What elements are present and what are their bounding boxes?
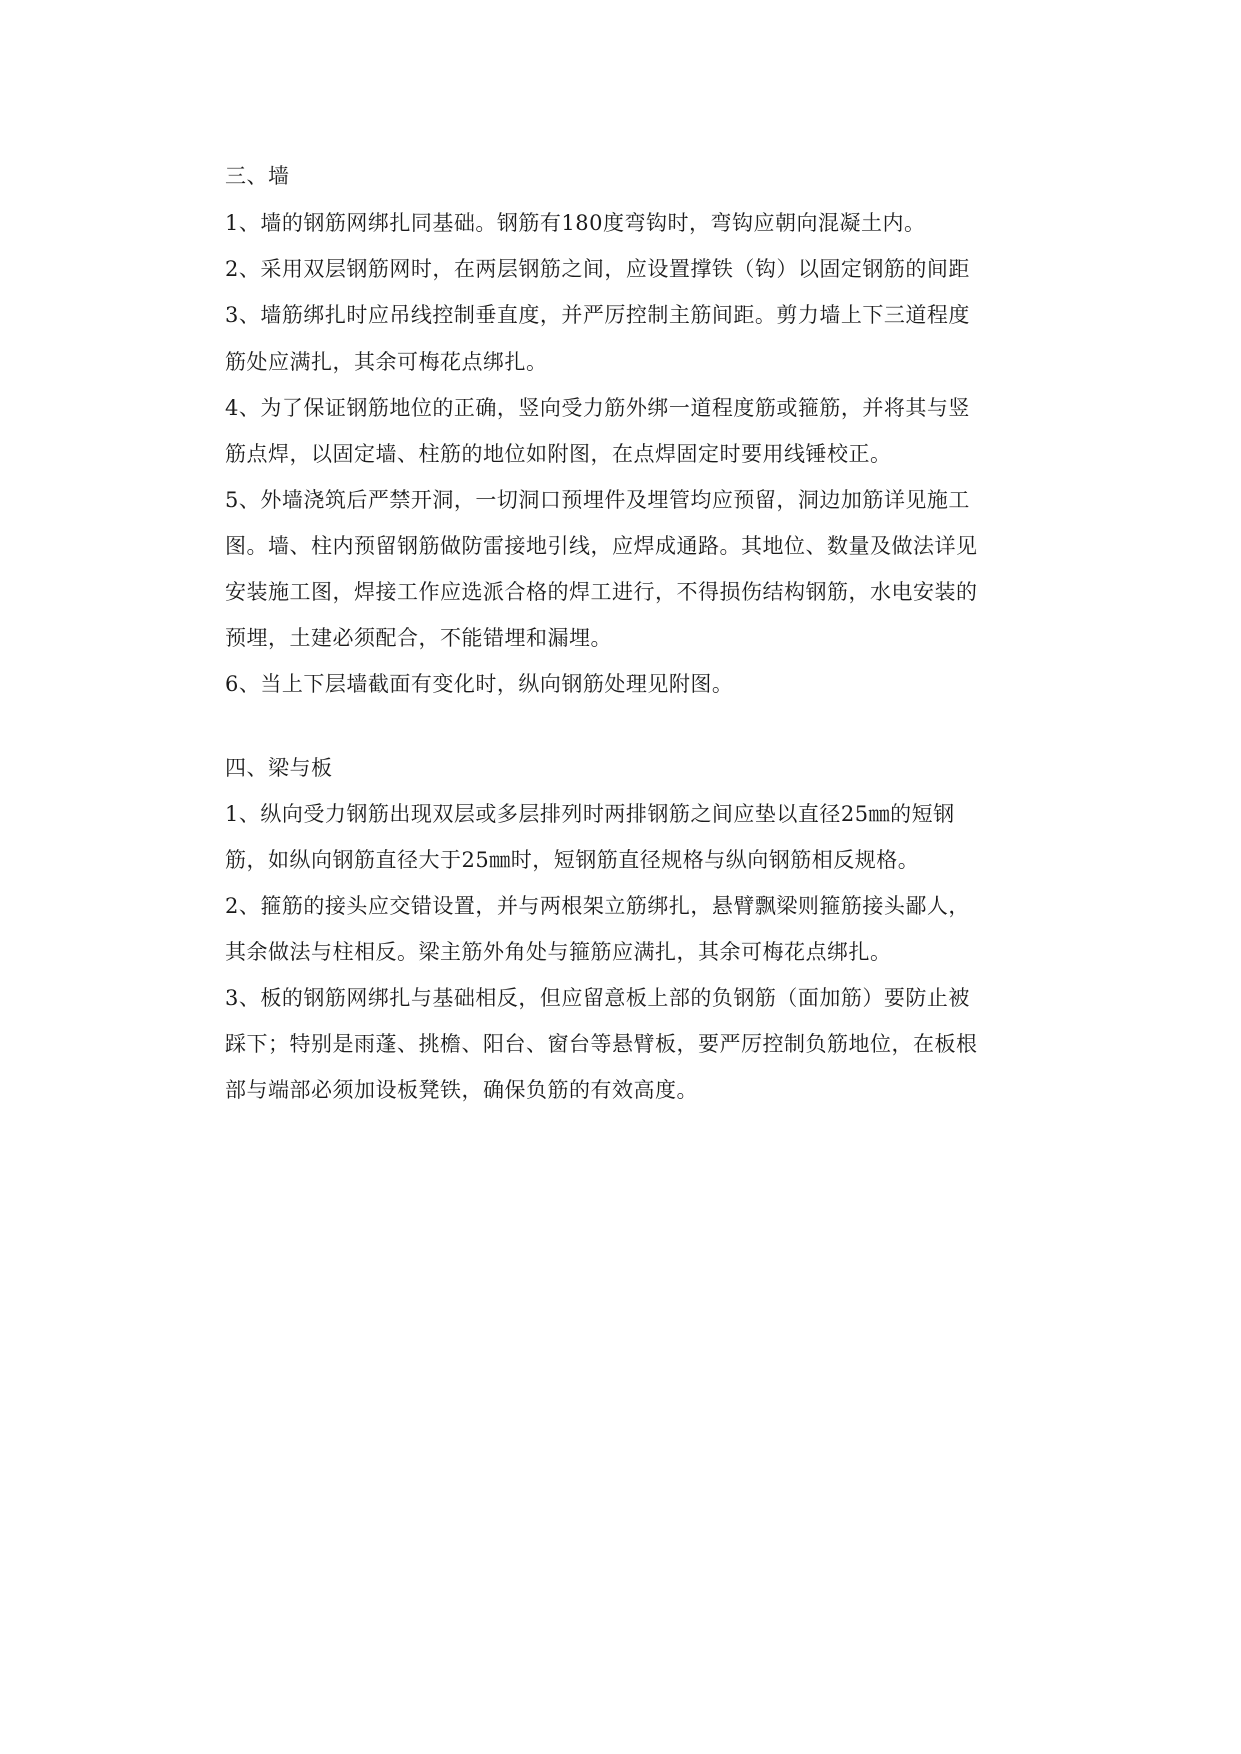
paragraph-line: 其余做法与柱相反。梁主筋外角处与箍筋应满扎，其余可梅花点绑扎。: [225, 940, 892, 964]
paragraph-line: 6、当上下层墙截面有变化时，纵向钢筋处理见附图。: [225, 672, 734, 696]
paragraph-line: 2、采用双层钢筋网时，在两层钢筋之间，应设置撑铁（钩）以固定钢筋的间距: [225, 257, 970, 281]
section-heading-beam-slab: 四、梁与板: [225, 756, 333, 780]
paragraph-line: 3、板的钢筋网绑扎与基础相反，但应留意板上部的负钢筋（面加筋）要防止被: [225, 986, 970, 1010]
paragraph-line: 筋点焊，以固定墙、柱筋的地位如附图，在点焊固定时要用线锤校正。: [225, 442, 892, 466]
paragraph-line: 预埋，土建必须配合，不能错埋和漏埋。: [225, 626, 612, 650]
paragraph-line: 5、外墙浇筑后严禁开洞，一切洞口预埋件及埋管均应预留，洞边加筋详见施工: [225, 488, 970, 512]
paragraph-line: 筋，如纵向钢筋直径大于25㎜时，短钢筋直径规格与纵向钢筋相反规格。: [225, 848, 920, 872]
paragraph-line: 1、墙的钢筋网绑扎同基础。钢筋有180度弯钩时，弯钩应朝向混凝土内。: [225, 211, 926, 235]
paragraph-line: 图。墙、柱内预留钢筋做防雷接地引线，应焊成通路。其地位、数量及做法详见: [225, 534, 978, 558]
paragraph-line: 筋处应满扎，其余可梅花点绑扎。: [225, 350, 548, 374]
paragraph-line: 部与端部必须加设板凳铁，确保负筋的有效高度。: [225, 1078, 698, 1102]
paragraph-line: 安装施工图，焊接工作应选派合格的焊工进行，不得损伤结构钢筋，水电安装的: [225, 580, 978, 604]
section-heading-wall: 三、墙: [225, 164, 290, 188]
paragraph-line: 2、箍筋的接头应交错设置，并与两根架立筋绑扎，悬臂飘梁则箍筋接头鄙人，: [225, 894, 970, 918]
paragraph-line: 踩下；特别是雨蓬、挑檐、阳台、窗台等悬臂板，要严厉控制负筋地位，在板根: [225, 1032, 978, 1056]
paragraph-line: 1、纵向受力钢筋出现双层或多层排列时两排钢筋之间应垫以直径25㎜的短钢: [225, 802, 955, 826]
paragraph-line: 4、为了保证钢筋地位的正确，竖向受力筋外绑一道程度筋或箍筋，并将其与竖: [225, 396, 970, 420]
paragraph-line: 3、墙筋绑扎时应吊线控制垂直度，并严厉控制主筋间距。剪力墙上下三道程度: [225, 303, 970, 327]
